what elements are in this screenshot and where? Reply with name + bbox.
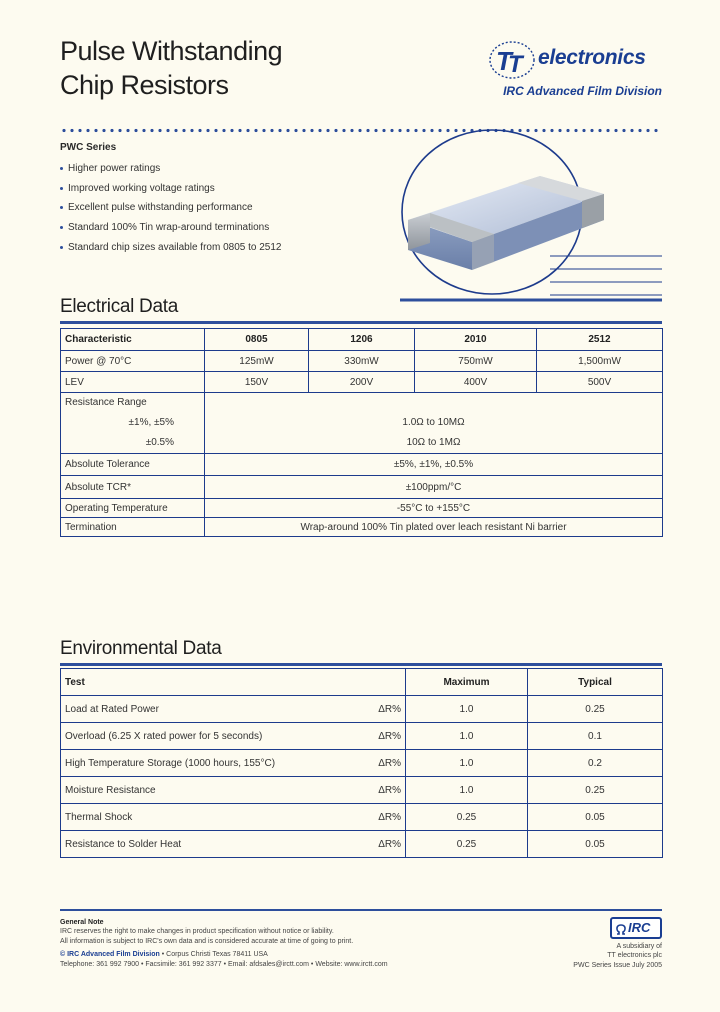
feature-item: Standard chip sizes available from 0805 to 2512 xyxy=(60,238,400,258)
general-note-title: General Note xyxy=(60,919,104,926)
brand-name: electronics xyxy=(538,46,646,69)
feature-list xyxy=(60,159,400,257)
irc-badge-text: IRC xyxy=(628,920,651,935)
table-row xyxy=(61,499,663,518)
table-row xyxy=(61,696,663,723)
table-row xyxy=(61,804,663,831)
test-name: Load at Rated Power xyxy=(65,703,159,715)
row-sublabel: ±1%, ±5% xyxy=(61,412,205,433)
typical-value: 0.05 xyxy=(528,804,663,831)
table-row xyxy=(61,433,663,454)
electrical-data-table xyxy=(60,328,663,537)
cell-value: -55°C to +155°C xyxy=(205,499,663,518)
footer-rule xyxy=(60,909,662,911)
omega-icon xyxy=(615,922,627,936)
table-row xyxy=(61,351,663,372)
max-value: 1.0 xyxy=(406,696,528,723)
column-header: 2512 xyxy=(537,329,663,351)
delta-r-unit: ΔR% xyxy=(378,839,401,850)
max-value: 1.0 xyxy=(406,723,528,750)
svg-text:T: T xyxy=(496,46,512,76)
address-text: • Corpus Christi Texas 78411 USA xyxy=(159,951,268,959)
row-label: Termination xyxy=(61,518,205,537)
test-name: Thermal Shock xyxy=(65,811,133,823)
row-label: Absolute TCR* xyxy=(61,476,205,499)
table-header-row xyxy=(61,669,663,696)
cell-value: 500V xyxy=(537,372,663,393)
subsidiary-line: TT electronics plc xyxy=(607,952,662,960)
typical-value: 0.2 xyxy=(528,750,663,777)
typical-value: 0.25 xyxy=(528,777,663,804)
cell-value: 330mW xyxy=(309,351,415,372)
table-row xyxy=(61,750,663,777)
cell-value: 200V xyxy=(309,372,415,393)
delta-r-unit: ΔR% xyxy=(378,731,401,742)
test-cell xyxy=(61,696,406,723)
tt-logo-icon xyxy=(488,40,536,80)
test-cell xyxy=(61,750,406,777)
cell-value: 400V xyxy=(415,372,537,393)
issue-line: PWC Series Issue July 2005 xyxy=(573,961,662,969)
table-header-row xyxy=(61,329,663,351)
column-header: Test xyxy=(61,669,406,696)
table-row xyxy=(61,476,663,499)
test-name: Resistance to Solder Heat xyxy=(65,838,182,850)
tt-electronics-logo xyxy=(484,40,670,100)
column-header: Typical xyxy=(528,669,663,696)
column-header: 1206 xyxy=(309,329,415,351)
cell-value: Wrap-around 100% Tin plated over leach resistant Ni barrier xyxy=(205,518,663,537)
row-label: Power @ 70°C xyxy=(61,351,205,372)
cell-value: 150V xyxy=(205,372,309,393)
delta-r-unit: ΔR% xyxy=(378,704,401,715)
empty-cell xyxy=(205,393,663,412)
table-row xyxy=(61,412,663,433)
table-row xyxy=(61,831,663,858)
company-name: © IRC Advanced Film Division xyxy=(60,951,160,959)
subsidiary-line: A subsidiary of xyxy=(616,943,662,950)
title-line-1: Pulse Withstanding xyxy=(60,36,283,66)
typical-value: 0.1 xyxy=(528,723,663,750)
test-cell xyxy=(61,831,406,858)
series-title: PWC Series xyxy=(60,142,117,153)
environmental-data-title: Environmental Data xyxy=(60,638,222,659)
cell-value: 125mW xyxy=(205,351,309,372)
feature-item: Excellent pulse withstanding performance xyxy=(60,198,400,218)
subsidiary-info xyxy=(573,942,662,970)
cell-value: ±5%, ±1%, ±0.5% xyxy=(205,454,663,476)
section-rule xyxy=(60,663,662,666)
footer xyxy=(60,918,662,969)
max-value: 1.0 xyxy=(406,750,528,777)
cell-value: 750mW xyxy=(415,351,537,372)
max-value: 0.25 xyxy=(406,831,528,858)
delta-r-unit: ΔR% xyxy=(378,758,401,769)
column-header: Characteristic xyxy=(61,329,205,351)
row-label: Operating Temperature xyxy=(61,499,205,518)
page-title xyxy=(60,34,282,102)
cell-value: 1.0Ω to 10MΩ xyxy=(205,412,663,433)
row-label: Absolute Tolerance xyxy=(61,454,205,476)
table-row xyxy=(61,372,663,393)
feature-item: Standard 100% Tin wrap-around terminations xyxy=(60,218,400,238)
table-row xyxy=(61,393,663,412)
cell-value: 10Ω to 1MΩ xyxy=(205,433,663,454)
table-row xyxy=(61,518,663,537)
test-name: High Temperature Storage (1000 hours, 155°C) xyxy=(65,757,276,769)
cell-value: ±100ppm/°C xyxy=(205,476,663,499)
column-header: 2010 xyxy=(415,329,537,351)
chip-resistor-image xyxy=(400,128,662,306)
company-address xyxy=(60,950,662,959)
test-name: Overload (6.25 X rated power for 5 seconds) xyxy=(65,730,263,742)
delta-r-unit: ΔR% xyxy=(378,812,401,823)
max-value: 0.25 xyxy=(406,804,528,831)
feature-item: Improved working voltage ratings xyxy=(60,179,400,199)
series-block xyxy=(60,142,400,257)
cell-value: 1,500mW xyxy=(537,351,663,372)
svg-text:T: T xyxy=(508,51,523,78)
contact-line: Telephone: 361 992 7900 • Facsimile: 361 992 3377 • Email: afdsales@irctt.com • Website: www.irctt.com xyxy=(60,960,388,968)
division-name: IRC Advanced Film Division xyxy=(503,84,662,98)
environmental-data-table xyxy=(60,668,663,858)
row-label: Resistance Range xyxy=(61,393,205,412)
irc-logo xyxy=(610,917,662,939)
typical-value: 0.25 xyxy=(528,696,663,723)
title-line-2: Chip Resistors xyxy=(60,70,229,100)
test-cell xyxy=(61,777,406,804)
delta-r-unit: ΔR% xyxy=(378,785,401,796)
table-row xyxy=(61,454,663,476)
table-row xyxy=(61,777,663,804)
max-value: 1.0 xyxy=(406,777,528,804)
general-note-line: All information is subject to IRC's own data and is considered accurate at time of going to print. xyxy=(60,937,354,945)
test-cell xyxy=(61,723,406,750)
test-name: Moisture Resistance xyxy=(65,784,156,796)
general-note-line: IRC reserves the right to make changes in product specification without notice or liability. xyxy=(60,928,334,936)
table-row xyxy=(61,723,663,750)
section-rule xyxy=(60,321,662,324)
electrical-data-title: Electrical Data xyxy=(60,296,178,317)
column-header: Maximum xyxy=(406,669,528,696)
column-header: 0805 xyxy=(205,329,309,351)
feature-item: Higher power ratings xyxy=(60,159,400,179)
row-sublabel: ±0.5% xyxy=(61,433,205,454)
typical-value: 0.05 xyxy=(528,831,663,858)
row-label: LEV xyxy=(61,372,205,393)
test-cell xyxy=(61,804,406,831)
